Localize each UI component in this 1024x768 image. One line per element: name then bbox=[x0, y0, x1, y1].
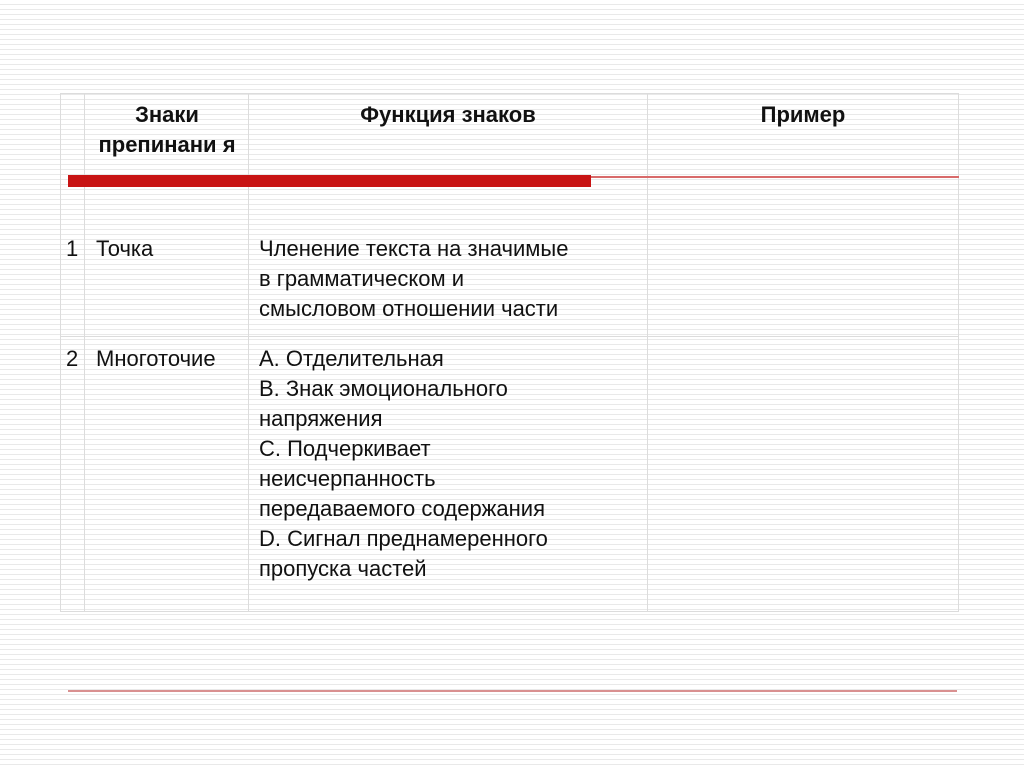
row-1-sign: Точка bbox=[96, 236, 154, 261]
table-border-top bbox=[60, 93, 959, 94]
row-1-number: 1 bbox=[66, 236, 79, 261]
table-border-right bbox=[958, 93, 959, 612]
column-divider-function bbox=[647, 93, 648, 612]
header-accent-line bbox=[591, 176, 959, 178]
column-divider-num bbox=[84, 93, 85, 612]
header-example: Пример bbox=[760, 102, 846, 127]
header-function: Функция знаков bbox=[360, 102, 536, 127]
header-sign: Знаки препинани я bbox=[98, 102, 236, 157]
header-accent-bar bbox=[68, 175, 591, 187]
row-2-sign: Многоточие bbox=[96, 346, 216, 371]
footer-rule bbox=[68, 690, 957, 692]
table-border-bottom bbox=[60, 611, 959, 612]
table-border-left bbox=[60, 93, 61, 612]
row-divider bbox=[60, 336, 959, 337]
column-divider-sign bbox=[248, 93, 249, 612]
row-2-number: 2 bbox=[66, 346, 79, 371]
row-2-function: А. Отделительная В. Знак эмоционального напряжения С. Подчеркивает неисчерпанность передаваемого содержания D. Сигнал преднамеренного пропуска частей bbox=[259, 346, 548, 581]
row-1-function: Членение текста на значимые в грамматическом и смысловом отношении части bbox=[259, 236, 569, 321]
